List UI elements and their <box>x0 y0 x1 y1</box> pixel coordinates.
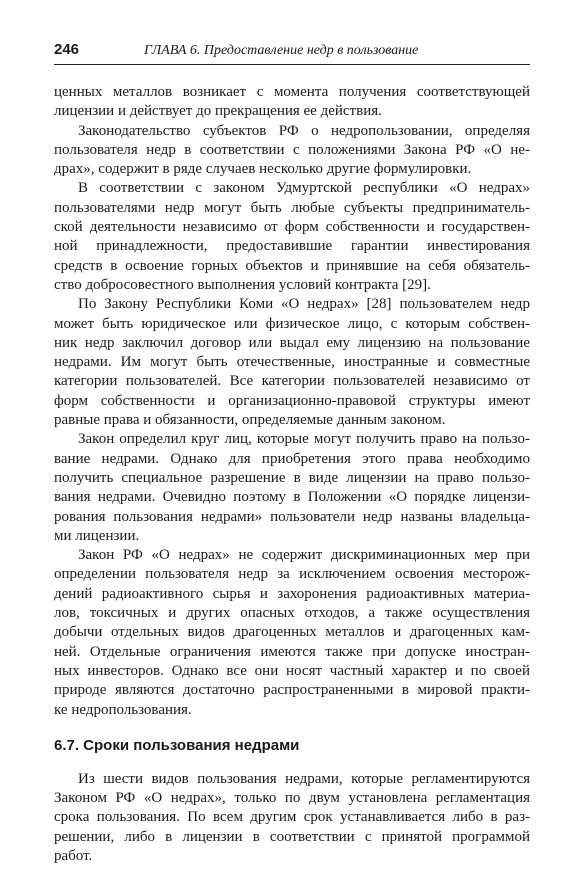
section-paragraph <box>54 770 530 866</box>
text-line: ных инвесторов. Однако все они носят частный характер и по своей <box>54 662 530 679</box>
text-line: работ. <box>54 847 93 864</box>
text-line: лицензии и действует до прекращения ее действия. <box>54 103 382 120</box>
paragraph <box>54 83 530 122</box>
text-line: природе являются достаточно распространенными в мировой практи- <box>54 682 530 699</box>
text-line: Законом РФ «О недрах», только по двум установлена регламентация <box>54 790 530 807</box>
text-line: определении пользователя недр за исключением освоения месторож- <box>54 566 530 583</box>
text-line: Закон РФ «О недрах» не содержит дискриминационных мер при <box>78 547 530 564</box>
text-line: форм собственности и организационно-правовой структуры имеют <box>54 392 530 409</box>
text-line: средств в освоение горных объектов и принявшие на себя обязатель- <box>54 257 530 274</box>
text-line: ной принадлежности, предоставившие гарантии инвестирования <box>54 238 530 255</box>
text-line: получить специальное разрешение в виде лицензии на право пользо- <box>54 469 530 486</box>
paragraph <box>54 430 530 546</box>
body-text <box>54 83 530 720</box>
text-line: вание недрами. Однако для приобретения этого права необходимо <box>54 450 530 467</box>
text-line: добычи отдельных видов драгоценных металлов и драгоценных кам- <box>54 624 530 641</box>
paragraph <box>54 546 530 720</box>
text-line: ник недр заключил договор или выдал ему лицензию на пользование <box>54 334 530 351</box>
text-line: ценных металлов возникает с момента получения соответствующей <box>54 84 530 100</box>
page-header <box>54 40 530 65</box>
text-line: Закон определил круг лиц, которые могут получить право на пользо- <box>78 431 530 448</box>
paragraph <box>54 179 530 295</box>
paragraph <box>54 122 530 180</box>
text-line: лов, токсичных и других опасных отходов, а также осуществления <box>54 605 530 622</box>
paragraph <box>54 295 530 430</box>
text-line: Из шести видов пользования недрами, которые регламентируются <box>78 770 530 787</box>
text-line: равные права и обязанности, определяемые данным законом. <box>54 412 446 429</box>
text-line: пользователя недр в соответствии с положениями Закона РФ «О не- <box>54 141 530 158</box>
text-line: категории пользователей. Все категории пользователей независимо от <box>54 373 530 390</box>
text-line: вания недрами. Очевидно поэтому в Положении «О порядке лицензи- <box>54 489 530 506</box>
text-line: может быть юридическое или физическое лицо, с которым собствен- <box>54 315 530 332</box>
text-line: драх», содержит в ряде случаев несколько другие формулировки. <box>54 161 472 178</box>
running-title: ГЛАВА 6. Предоставление недр в пользование <box>144 43 419 58</box>
text-line: ке недропользования. <box>54 701 192 718</box>
text-line: По Закону Республики Коми «О недрах» [28] пользователем недр <box>78 296 530 313</box>
page-body <box>54 83 530 866</box>
text-line: ской деятельности независимо от форм собственности и государствен- <box>54 219 530 236</box>
text-line: недрами. Им могут быть отечественные, иностранные и совместные <box>54 354 530 371</box>
page-number: 246 <box>54 41 80 58</box>
text-line: пользователями недр могут быть любые субъекты предприниматель- <box>54 199 530 216</box>
text-line: решении, либо в лицензии в соответствии с принятой программой <box>54 828 530 845</box>
text-line: Законодательство субъектов РФ о недропользовании, определяя <box>78 122 530 139</box>
text-line: дений радиоактивного сырья и захоронения радиоактивных материа- <box>54 585 530 602</box>
text-line: срока пользования. По всем другим срок устанавливается либо в раз- <box>54 809 530 826</box>
text-line: В соответствии с законом Удмуртской республики «О недрах» <box>78 180 530 197</box>
text-line: ство добросовестного выполнения условий контракта [29]. <box>54 276 431 293</box>
text-line: ми лицензии. <box>54 527 140 544</box>
section-heading: 6.7. Сроки пользования недрами <box>54 736 300 754</box>
text-line: рования пользования недрами» пользователи недр названы владельца- <box>54 508 530 525</box>
text-line: ней. Отдельные ограничения имеются также при допуске иностран- <box>54 643 530 660</box>
